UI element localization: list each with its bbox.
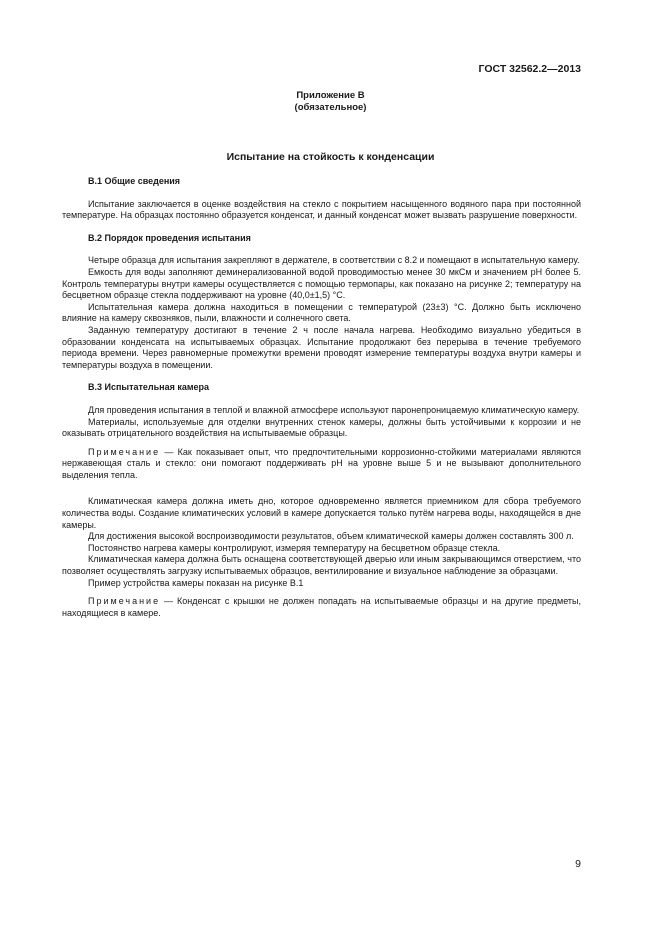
note-text: — Как показывает опыт, что предпочтительными коррозионно-стойкими материалами являются нержавеющая сталь и стекло: они помогают поддерживать pH на уровне выше 5 и не вызывают дополнительного выделения тепла. — [62, 446, 581, 480]
paragraph: Заданную температуру достигают в течение 2 ч после начала нагрева. Необходимо визуально убедиться в образовании конденсата на испытываемых образцах. Испытание продолжают без перерыва в течение требуемого периода времени. Через равномерные промежутки времени проводят измерение температуры воздуха внутри камеры и температуры воздуха в помещении. — [62, 324, 581, 370]
paragraph: Климатическая камера должна иметь дно, которое одновременно является приемником для сбора требуемого количества воды. Создание климатических условий в камере допускается только путём нагрева воды, находящейся в дне камеры. — [62, 496, 581, 530]
note — [62, 596, 581, 619]
appendix-heading — [0, 90, 661, 114]
appendix-title: Приложение В — [296, 90, 365, 101]
appendix-status: (обязательное) — [294, 102, 367, 113]
note — [62, 447, 581, 482]
document-body — [62, 176, 581, 619]
paragraph: Испытательная камера должна находиться в помещении с температурой (23±3) °С. Должно быть исключено влияние на камеру сквозняков, пыли, влажности и солнечного света. — [62, 301, 581, 324]
paragraph: Постоянство нагрева камеры контролируют, измеряя температуру на бесцветном образце стекла. — [88, 542, 501, 553]
section-heading-b3: В.3 Испытательная камера — [88, 382, 210, 393]
note-label: Примечание — [88, 446, 161, 457]
note-label: Примечание — [88, 596, 161, 607]
page-number: 9 — [575, 858, 581, 870]
paragraph: Испытание заключается в оценке воздействия на стекло с покрытием насыщенного водяного пара при постоянной температуре. На образцах постоянно образуется конденсат, и данный конденсат может вызвать разрушение поверхности. — [62, 198, 581, 221]
paragraph: Емкость для воды заполняют деминерализованной водой проводимостью менее 30 мкСм и значением pH более 5. Контроль температуры внутри камеры осуществляется с помощью термопары, как показано на рисунке 2; температуру на бесцветном образце стекла поддерживают на уровне (40,0±1,5) °С. — [62, 266, 581, 301]
document-title: Испытание на стойкость к конденсации — [226, 151, 435, 163]
paragraph: Четыре образца для испытания закрепляют в держателе, в соответствии с 8.2 и помещают в испытательную камеру. — [88, 255, 580, 266]
note-text: — Конденсат с крышки не должен попадать на испытываемые образцы и на другие предметы, находящиеся в камере. — [62, 596, 581, 618]
paragraph: Материалы, используемые для отделки внутренних стенок камеры, должны быть устойчивыми к коррозии и не оказывать отрицательного воздействия на испытываемые образцы. — [62, 416, 581, 439]
paragraph: Климатическая камера должна быть оснащена соответствующей дверью или иным закрывающимся отверстием, что позволяет осуществлять загрузку испытываемых образцов, вентилирование и визуальное наблюдение за образцами. — [62, 554, 581, 577]
paragraph: Для проведения испытания в теплой и влажной атмосфере используют паронепроницаемую климатическую камеру. — [88, 404, 580, 415]
section-heading-b1: В.1 Общие сведения — [88, 176, 181, 186]
paragraph: Для достижения высокой воспроизводимости результатов, объем климатической камеры должен составлять 300 л. — [88, 531, 574, 542]
paragraph: Пример устройства камеры показан на рисунке В.1 — [88, 577, 304, 588]
standard-number: ГОСТ 32562.2—2013 — [478, 63, 581, 75]
section-heading-b2: В.2 Порядок проведения испытания — [88, 232, 251, 243]
